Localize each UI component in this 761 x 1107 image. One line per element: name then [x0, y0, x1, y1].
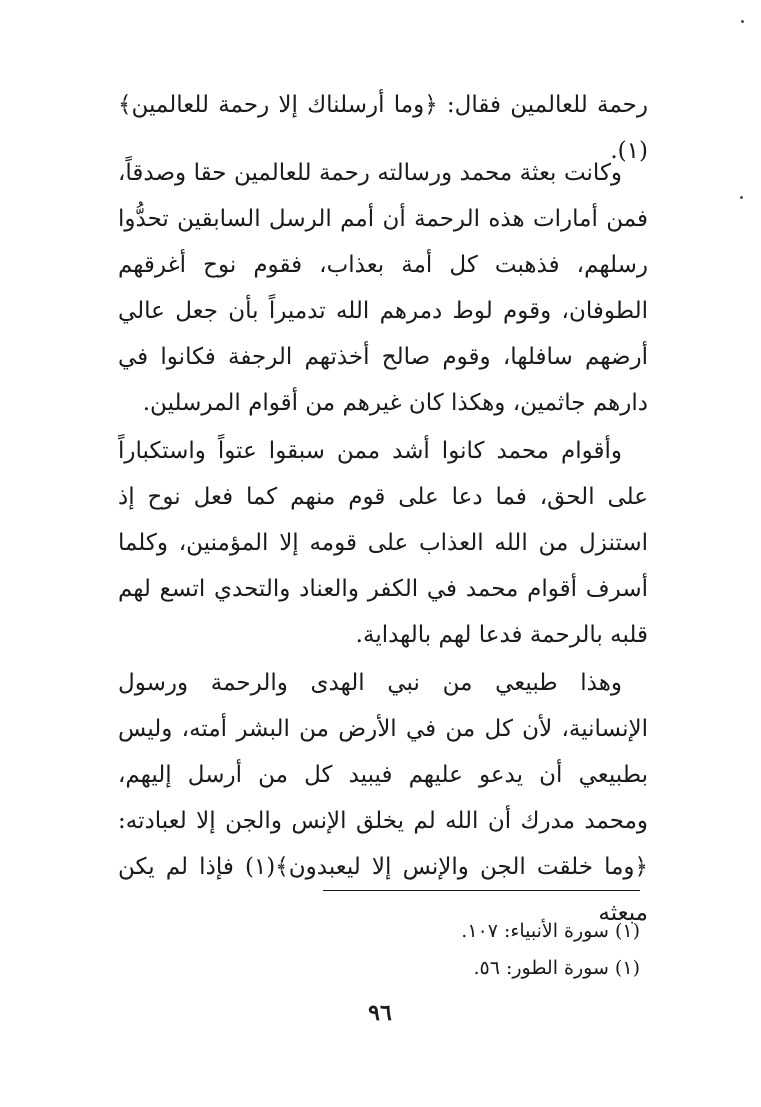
- page-number: ٩٦: [368, 1000, 392, 1026]
- paragraph-previous-nations: وكانت بعثة محمد ورسالته رحمة للعالمين حقا وصدقاً، فمن أمارات هذه الرحمة أن أمم الرسل السابقين تحدُّوا رسلهم، فذهبت كل أمة بعذاب، فقوم نوح أغرقهم الطوفان، وقوم لوط دمرهم الله تدميراً بأن جعل عالي أرضهم سافلها، وقوم صالح أخذتهم الرجفة فكانوا في دارهم جاثمين، وهكذا كان غيرهم من أقوام المرسلين.: [118, 160, 648, 416]
- scan-speck: [741, 20, 744, 23]
- paragraph-muhammad-people: وأقوام محمد كانوا أشد ممن سبقوا عتواً واستكباراً على الحق، فما دعا على قوم منهم كما فعل نوح إذ استنزل من الله العذاب على قومه إلا المؤمنين، وكلما أسرف أقوام محمد في الكفر والعناد والتحدي اتسع لهم قلبه بالرحمة فدعا لهم بالهداية.: [118, 438, 648, 648]
- paragraph-continuation: رحمة للعالمين فقال: ﴿وما أرسلناك إلا رحمة للعالمين﴾(١).: [118, 92, 648, 164]
- footnote-al-anbiya: (١) سورة الأنبياء: ١٠٧.: [461, 920, 640, 942]
- paragraph-natural-mercy: وهذا طبيعي من نبي الهدى والرحمة ورسول الإنسانية، لأن كل من في الأرض من البشر أمته، وليس بطبيعي أن يدعو عليهم فيبيد كل من أرسل إليهم، ومحمد مدرك أن الله لم يخلق الإنس والجن إلا لعبادته: ﴿وما خلقت الجن والإنس إلا ليعبدون﴾(١) فإذا لم يكن مبعثه: [118, 670, 649, 926]
- footnote-divider: [323, 890, 640, 891]
- scan-speck: [740, 196, 743, 199]
- footnote-at-tur: (١) سورة الطور: ٥٦.: [473, 957, 640, 979]
